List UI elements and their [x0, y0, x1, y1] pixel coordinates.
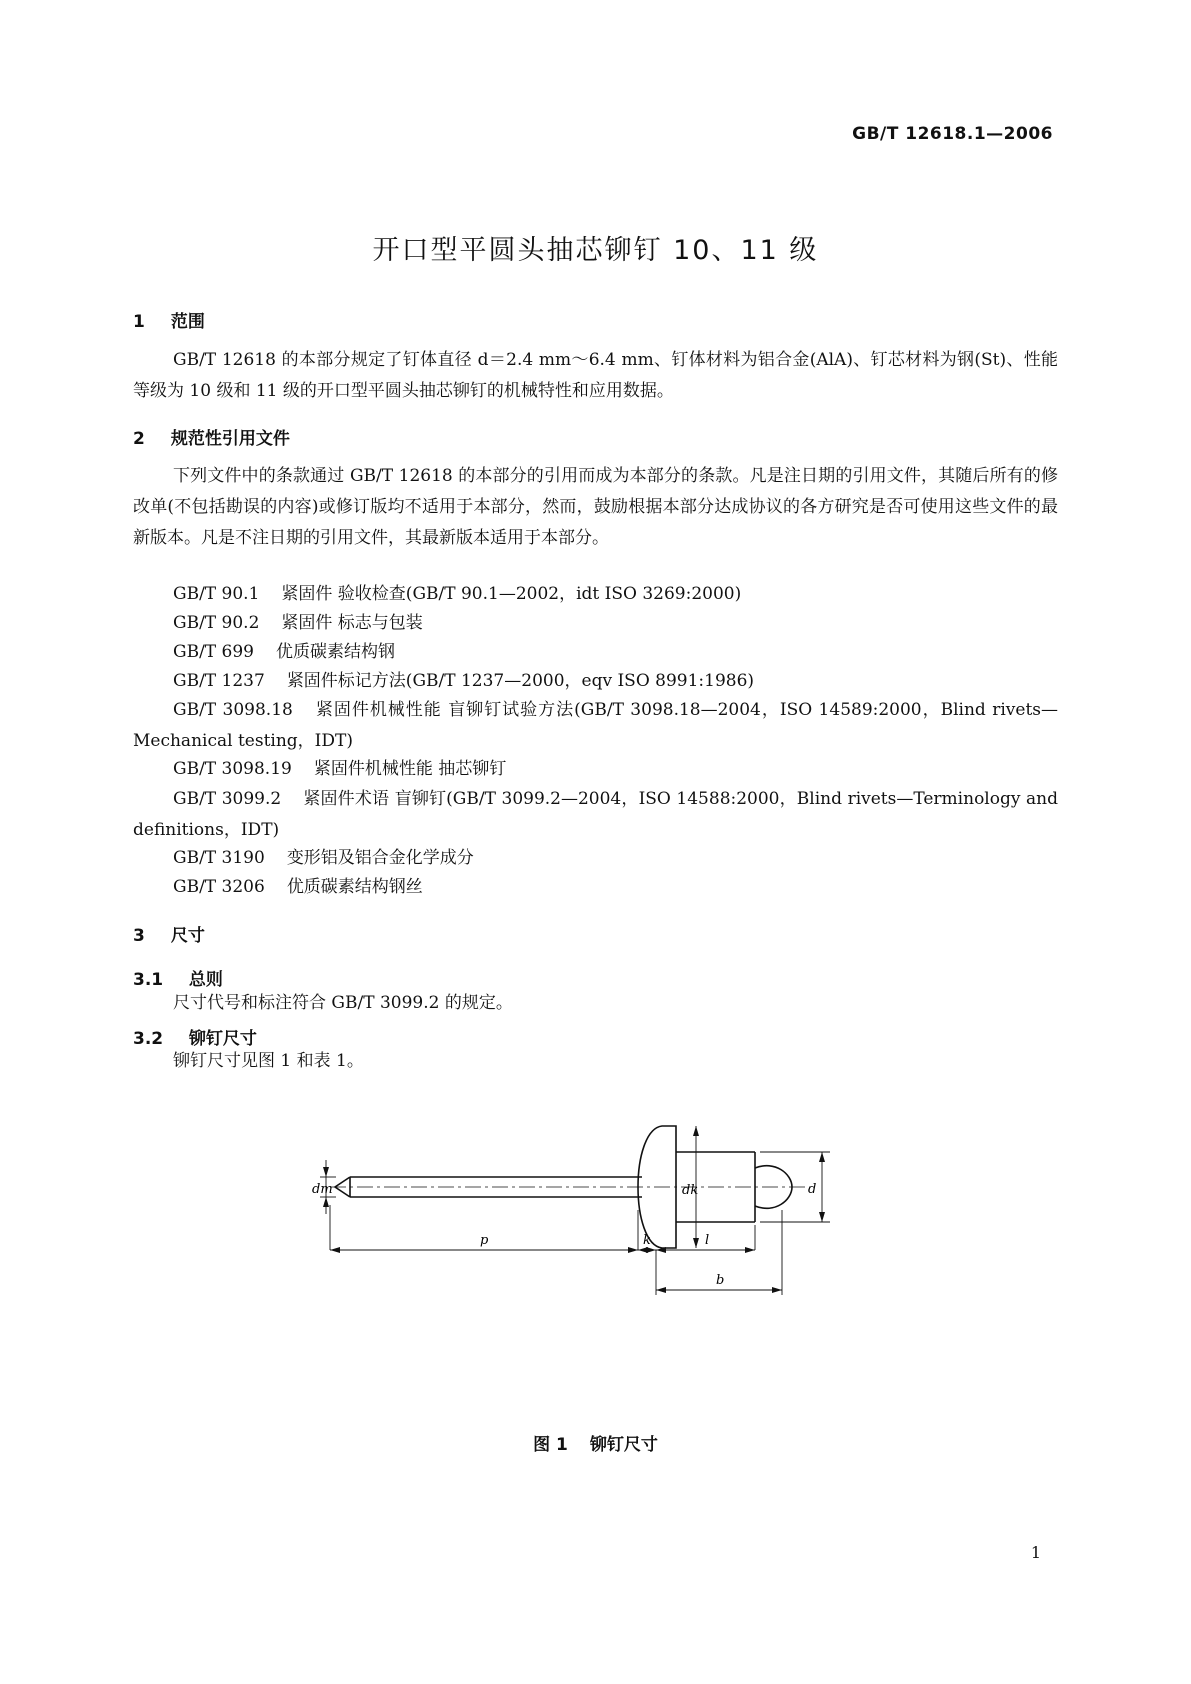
- section-number: 2: [133, 429, 145, 449]
- section-title: 规范性引用文件: [170, 429, 290, 449]
- subsection-3-1-heading: [133, 965, 223, 990]
- reference-code: GB/T 3099.2: [173, 789, 282, 809]
- p-k-l-dimension: [330, 1250, 782, 1290]
- figure-caption-text: 铆钉尺寸: [589, 1435, 658, 1455]
- standard-number: GB/T 12618.1—2006: [852, 124, 1053, 144]
- reference-title: 紧固件标记方法(GB/T 1237—2000，eqv ISO 8991:1986): [286, 671, 755, 691]
- section-title: 范围: [170, 312, 205, 332]
- document-title: 开口型平圆头抽芯铆钉 10、11 级: [372, 235, 819, 266]
- subsection-number: 3.2: [133, 1029, 164, 1049]
- subsection-3-1-text: 尺寸代号和标注符合 GB/T 3099.2 的规定。: [173, 993, 513, 1013]
- reference-code: GB/T 3206: [173, 877, 265, 897]
- arrowheads: [323, 1126, 825, 1293]
- reference-title: 紧固件术语 盲铆钉(GB/T 3099.2—2004，ISO 14588:2000，Blind rivets—Terminology and definitions，IDT): [133, 789, 1058, 840]
- reference-item: [173, 666, 754, 697]
- reference-item: [133, 784, 1058, 846]
- reference-code: GB/T 1237: [173, 671, 265, 691]
- section-2-paragraph: 下列文件中的条款通过 GB/T 12618 的本部分的引用而成为本部分的条款。凡是注日期的引用文件，其随后所有的修改单(不包括勘误的内容)或修订版均不适用于本部分，然而，鼓励根据本部分达成协议的各方研究是否可使用这些文件的最新版本。凡是不注日期的引用文件，其最新版本适用于本部分。: [133, 466, 1058, 548]
- subsection-number: 3.1: [133, 970, 164, 990]
- subsection-title: 铆钉尺寸: [188, 1029, 257, 1049]
- label-k: k: [643, 1233, 651, 1248]
- subsection-title: 总则: [188, 970, 223, 990]
- reference-title: 变形铝及铝合金化学成分: [286, 848, 474, 868]
- label-b: b: [716, 1273, 725, 1288]
- reference-title: 优质碳素结构钢丝: [286, 877, 423, 897]
- label-dk: dk: [682, 1183, 699, 1198]
- rivet-drawing: [312, 1160, 830, 1380]
- reference-item: [173, 843, 474, 874]
- label-d: d: [808, 1182, 817, 1197]
- reference-item: [133, 695, 1058, 757]
- reference-code: GB/T 3098.19: [173, 759, 292, 779]
- reference-item: [173, 637, 395, 668]
- reference-code: GB/T 90.2: [173, 613, 260, 633]
- subsection-3-2-text: 铆钉尺寸见图 1 和表 1。: [173, 1051, 364, 1071]
- section-2-heading: [133, 424, 290, 449]
- page-number: 1: [1030, 1543, 1041, 1562]
- section-title: 尺寸: [170, 926, 205, 946]
- section-1-paragraph: GB/T 12618 的本部分规定了钉体直径 d＝2.4 mm～6.4 mm、钉体材料为铝合金(AlA)、钉芯材料为钢(St)、性能等级为 10 级和 11 级的开口型平圆头抽芯铆钉的机械特性和应用数据。: [133, 350, 1058, 401]
- section-3-heading: [133, 921, 205, 946]
- label-l: l: [705, 1233, 710, 1248]
- section-number: 1: [133, 312, 145, 332]
- label-dm: dm: [312, 1182, 333, 1197]
- label-p: p: [480, 1233, 489, 1248]
- reference-title: 紧固件机械性能 盲铆钉试验方法(GB/T 3098.18—2004，ISO 14589:2000，Blind rivets—Mechanical testing，IDT): [133, 700, 1058, 751]
- reference-code: GB/T 3098.18: [173, 700, 293, 720]
- reference-title: 紧固件 验收检查(GB/T 90.1—2002，idt ISO 3269:2000): [281, 584, 742, 604]
- reference-item: [173, 872, 423, 903]
- rivet-figure: [312, 1160, 830, 1384]
- reference-title: 优质碳素结构钢: [276, 642, 395, 662]
- reference-item: [173, 754, 506, 785]
- reference-code: GB/T 3190: [173, 848, 265, 868]
- reference-code: GB/T 699: [173, 642, 254, 662]
- reference-title: 紧固件机械性能 抽芯铆钉: [313, 759, 507, 779]
- reference-item: [173, 608, 423, 639]
- figure-caption: [0, 1430, 1191, 1455]
- reference-item: [173, 579, 741, 610]
- section-number: 3: [133, 926, 145, 946]
- figure-number: 图 1: [533, 1435, 568, 1455]
- section-1-heading: [133, 307, 205, 332]
- reference-code: GB/T 90.1: [173, 584, 260, 604]
- reference-title: 紧固件 标志与包装: [281, 613, 423, 633]
